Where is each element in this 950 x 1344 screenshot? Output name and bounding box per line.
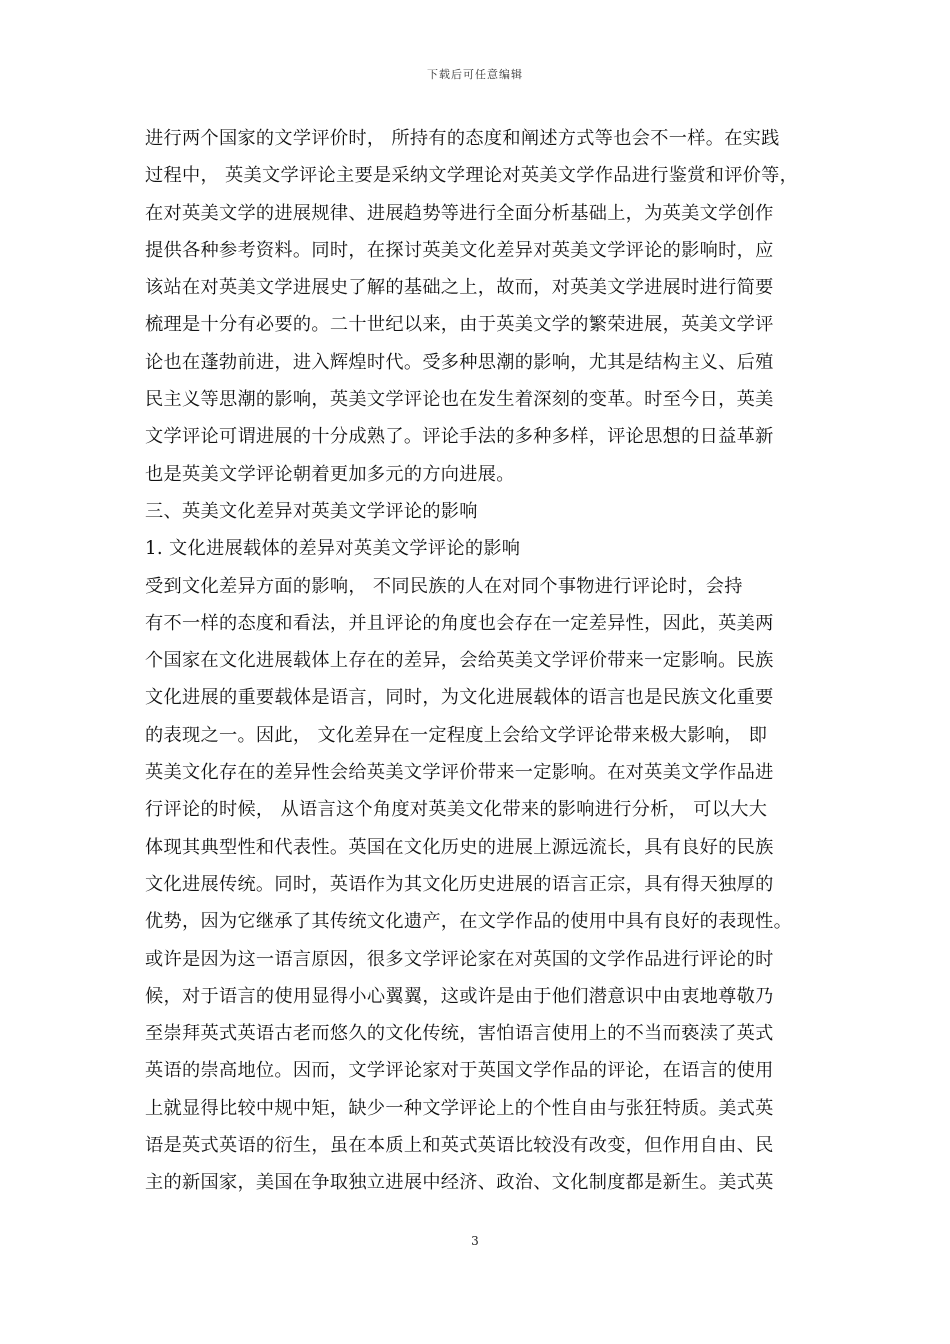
text-line: 文化进展的重要载体是语言，同时，为文化进展载体的语言也是民族文化重要 — [145, 687, 774, 709]
text-line: 也是英美文学评论朝着更加多元的方向进展。 — [145, 463, 515, 485]
page-number: 3 — [471, 1234, 479, 1248]
text-line: 文化进展传统。同时，英语作为其文化历史进展的语言正宗，具有得天独厚的 — [145, 873, 774, 895]
text-line: 上就显得比较中规中矩，缺少一种文学评论上的个性自由与张狂特质。美式英 — [145, 1097, 774, 1119]
text-line: 过程中， 英美文学评论主要是采纳文学理论对英美文学作品进行鉴赏和评价等， — [145, 165, 799, 187]
text-line: 该站在对英美文学进展史了解的基础之上，故而，对英美文学进展时进行简要 — [145, 277, 774, 299]
text-line: 进行两个国家的文学评价时， 所持有的态度和阐述方式等也会不一样。在实践 — [145, 128, 780, 149]
text-line: 至崇拜英式英语古老而悠久的文化传统，害怕语言使用上的不当而亵渎了英式 — [145, 1023, 774, 1045]
text-line: 有不一样的态度和看法，并且评论的角度也会存在一定差异性，因此，英美两 — [145, 612, 774, 634]
text-line: 语是英式英语的衍生，虽在本质上和英式英语比较没有改变，但作用自由、民 — [145, 1135, 774, 1157]
text-line: 在对英美文学的进展规律、进展趋势等进行全面分析基础上，为英美文学创作 — [145, 202, 774, 224]
text-line: 或许是因为这一语言原因，很多文学评论家在对英国的文学作品进行评论的时 — [145, 948, 774, 970]
subsection-heading: 1. 文化进展载体的差异对英美文学评论的影响 — [145, 538, 521, 560]
text-line: 体现其典型性和代表性。英国在文化历史的进展上源远流长，具有良好的民族 — [145, 836, 774, 858]
text-line: 行评论的时候， 从语言这个角度对英美文化带来的影响进行分析， 可以大大 — [145, 799, 768, 821]
text-line: 优势，因为它继承了其传统文化遗产，在文学作品的使用中具有良好的表现性。 — [145, 911, 793, 933]
page-header: 下载后可任意编辑 — [427, 68, 523, 81]
text-line: 文学评论可谓进展的十分成熟了。评论手法的多种多样，评论思想的日益革新 — [145, 426, 774, 448]
text-line: 梳理是十分有必要的。二十世纪以来，由于英美文学的繁荣进展，英美文学评 — [145, 314, 774, 336]
text-line: 英语的崇高地位。因而，文学评论家对于英国文学作品的评论，在语言的使用 — [145, 1060, 774, 1082]
text-line: 民主义等思潮的影响，英美文学评论也在发生着深刻的变革。时至今日，英美 — [145, 389, 774, 411]
text-line: 个国家在文化进展载体上存在的差异，会给英美文学评价带来一定影响。民族 — [145, 650, 774, 672]
text-line: 英美文化存在的差异性会给英美文学评价带来一定影响。在对英美文学作品进 — [145, 762, 774, 784]
text-line: 的表现之一。因此， 文化差异在一定程度上会给文学评论带来极大影响， 即 — [145, 724, 768, 746]
body-text — [145, 120, 810, 1202]
section-heading: 三、英美文化差异对英美文学评论的影响 — [145, 500, 478, 522]
text-line: 候，对于语言的使用显得小心翼翼，这或许是由于他们潜意识中由衷地尊敬乃 — [145, 985, 774, 1007]
text-line: 受到文化差异方面的影响， 不同民族的人在对同个事物进行评论时，会持 — [145, 575, 743, 597]
text-line: 论也在蓬勃前进，进入辉煌时代。受多种思潮的影响，尤其是结构主义、后殖 — [145, 351, 774, 373]
text-line: 主的新国家，美国在争取独立进展中经济、政治、文化制度都是新生。美式英 — [145, 1172, 774, 1194]
text-line: 提供各种参考资料。同时，在探讨英美文化差异对英美文学评论的影响时，应 — [145, 239, 774, 261]
